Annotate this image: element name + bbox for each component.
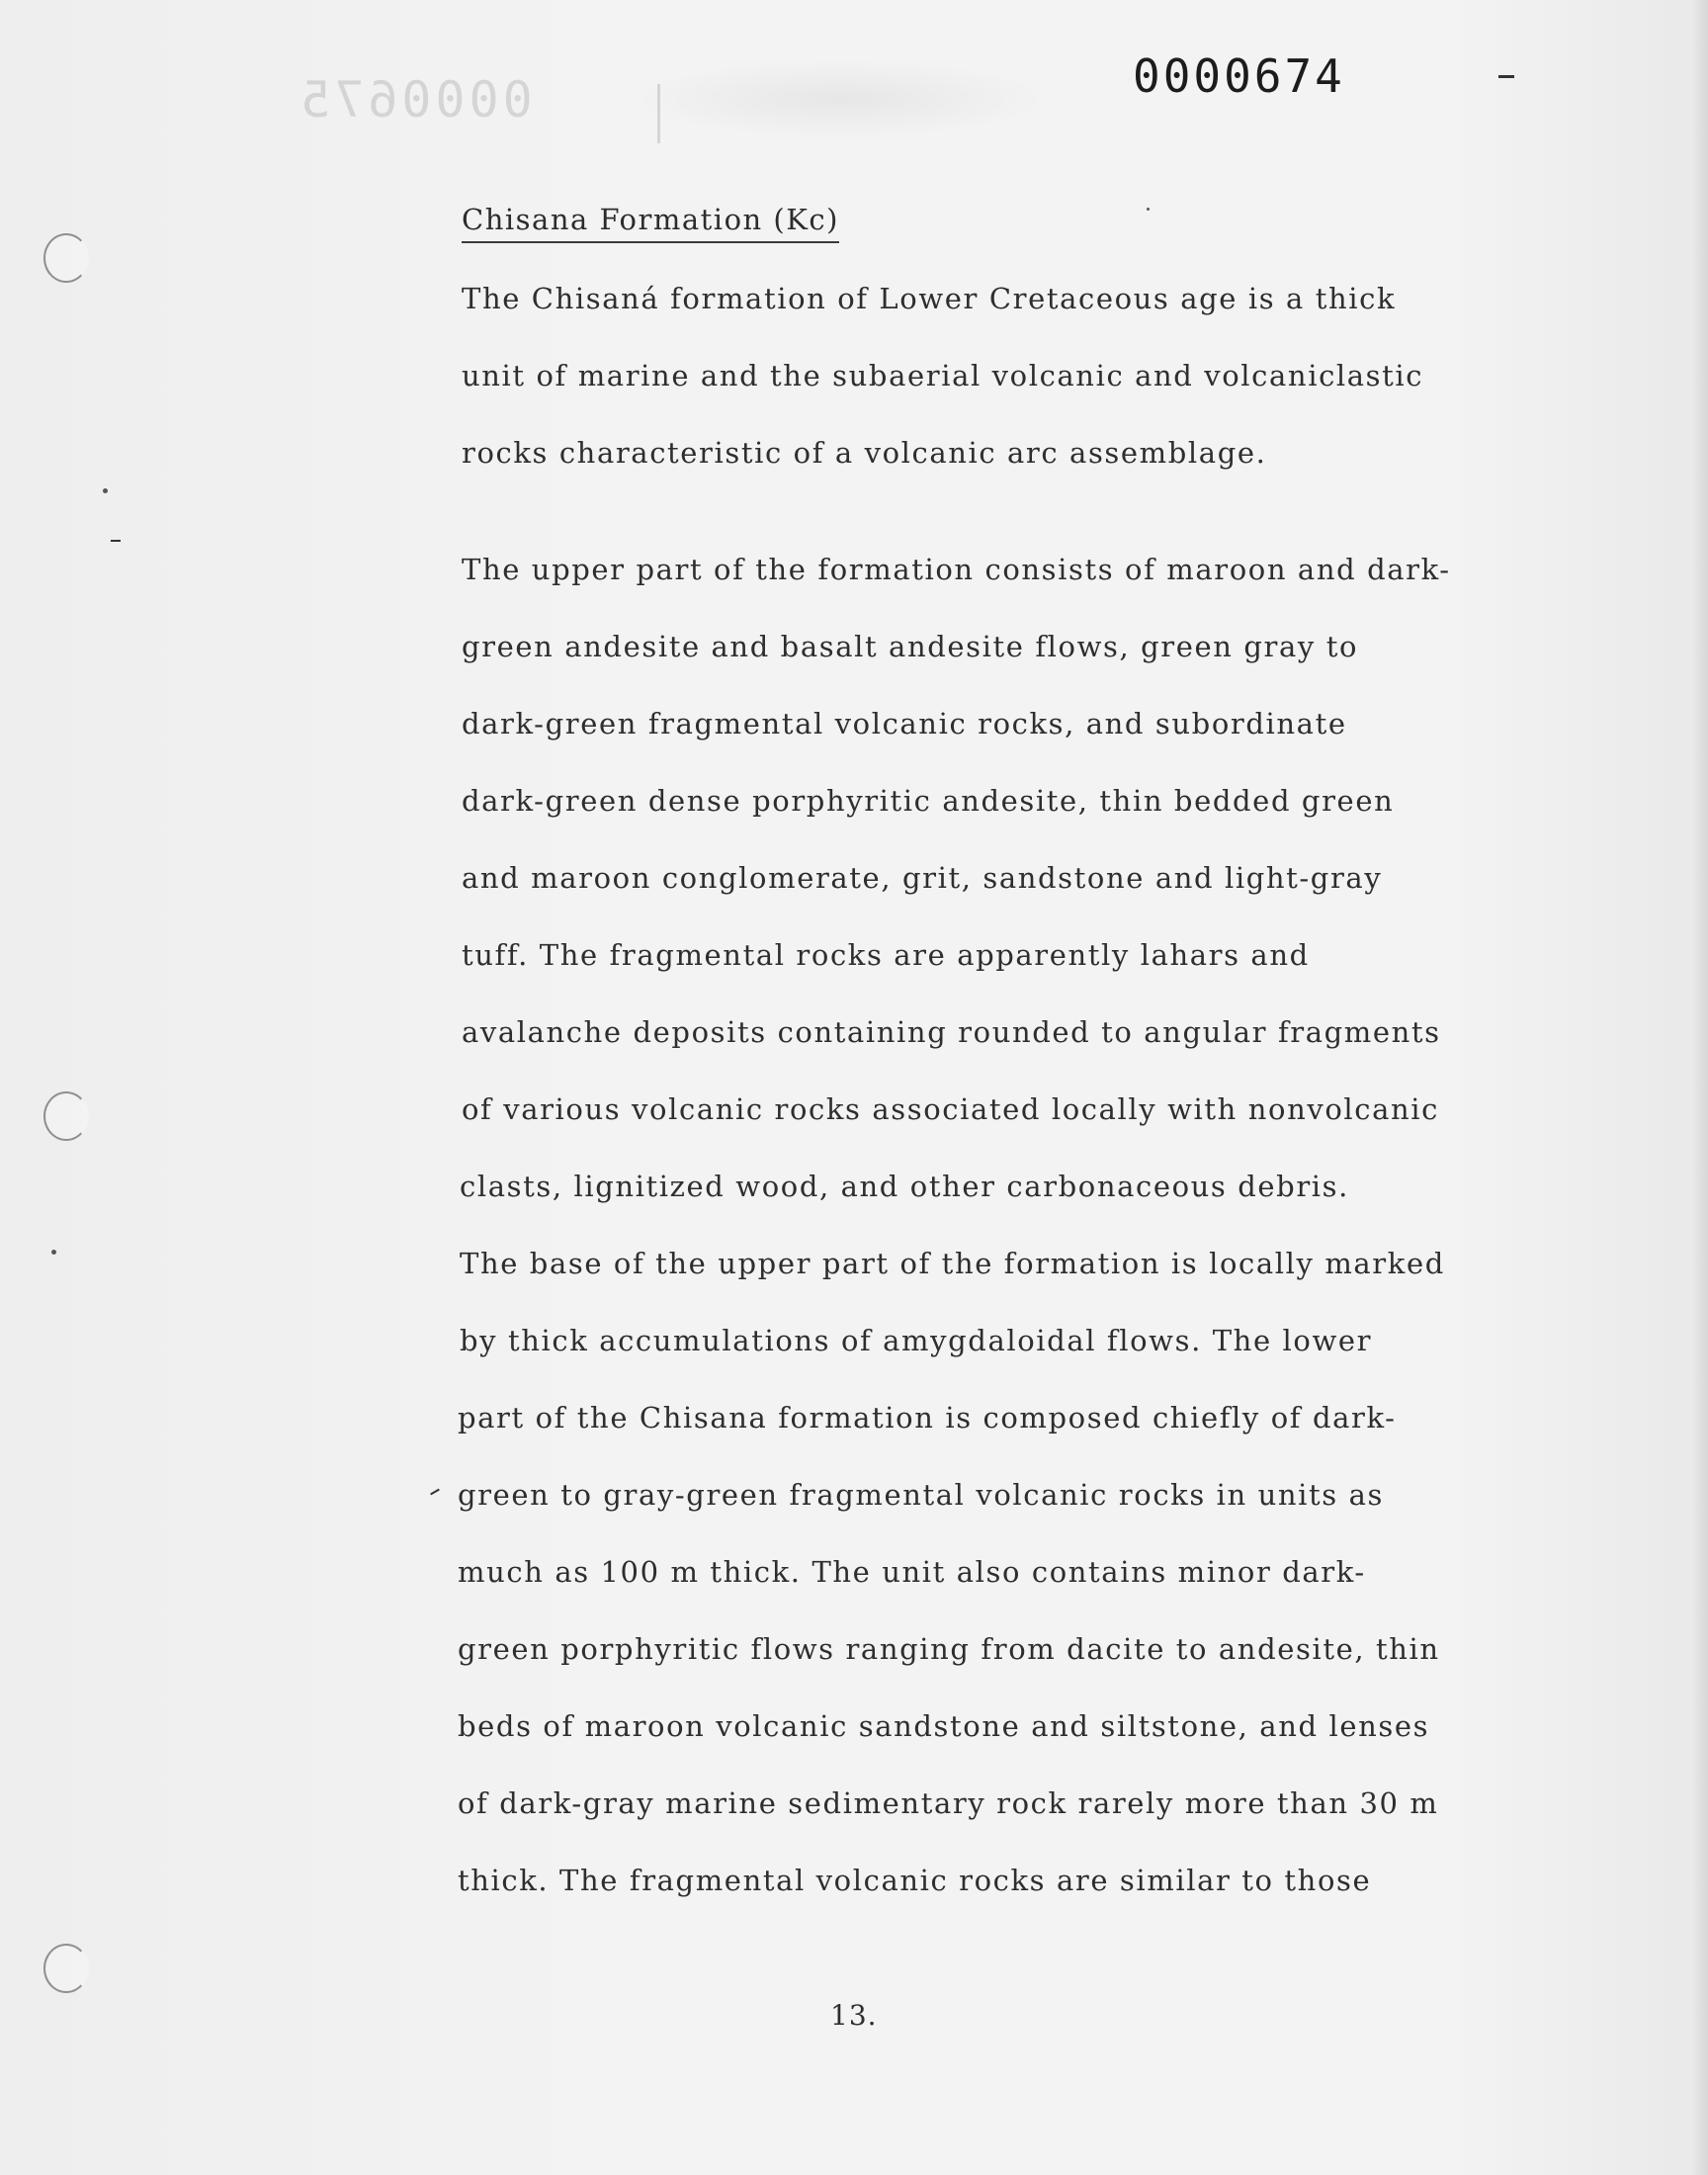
body-line-5: green andesite and basalt andesite flows, green gray to: [462, 630, 1359, 663]
document-control-number: 0000674: [1133, 49, 1345, 103]
bleed-through-stroke: [657, 84, 660, 143]
body-line-19: beds of maroon volcanic sandstone and siltstone, and lenses: [458, 1709, 1430, 1743]
binder-hole-middle: [43, 1091, 89, 1141]
body-line-1: The Chisaná formation of Lower Cretaceous age is a thick: [462, 282, 1397, 315]
body-line-16: green to gray-green fragmental volcanic rocks in units as: [458, 1478, 1384, 1512]
body-line-8: and maroon conglomerate, grit, sandstone and light-gray: [462, 861, 1383, 895]
body-line-12: clasts, lignitized wood, and other carbonaceous debris.: [460, 1170, 1349, 1203]
margin-tick: [430, 1489, 440, 1496]
body-line-21: thick. The fragmental volcanic rocks are similar to those: [458, 1864, 1372, 1897]
page-edge-shadow: [1692, 0, 1708, 2175]
body-line-13: The base of the upper part of the formation is locally marked: [460, 1247, 1445, 1280]
body-line-11: of various volcanic rocks associated locally with nonvolcanic: [462, 1092, 1439, 1126]
body-line-6: dark-green fragmental volcanic rocks, and subordinate: [462, 707, 1347, 740]
bleed-through-number: 0000675: [297, 71, 533, 129]
body-line-7: dark-green dense porphyritic andesite, thin bedded green: [462, 784, 1395, 818]
speck: [1147, 208, 1150, 211]
body-line-2: unit of marine and the subaerial volcanic and volcaniclastic: [462, 359, 1424, 392]
section-heading: Chisana Formation (Kc): [462, 200, 839, 243]
binder-hole-top: [43, 233, 89, 283]
body-line-18: green porphyritic flows ranging from dacite to andesite, thin: [458, 1632, 1440, 1666]
binder-hole-bottom: [43, 1944, 89, 1993]
body-line-4: The upper part of the formation consists of maroon and dark-: [462, 553, 1451, 586]
margin-dash: [111, 540, 121, 542]
body-line-14: by thick accumulations of amygdaloidal flows. The lower: [460, 1324, 1373, 1357]
body-line-15: part of the Chisana formation is composed chiefly of dark-: [458, 1401, 1397, 1435]
body-line-20: of dark-gray marine sedimentary rock rarely more than 30 m: [458, 1786, 1439, 1820]
speck: [103, 488, 108, 493]
body-line-9: tuff. The fragmental rocks are apparently lahars and: [462, 938, 1310, 972]
body-line-3: rocks characteristic of a volcanic arc assemblage.: [462, 436, 1267, 470]
page-number: 13.: [830, 1999, 878, 2032]
body-line-10: avalanche deposits containing rounded to angular fragments: [462, 1015, 1441, 1049]
bleed-through-smudge: [633, 59, 1048, 138]
corner-mark: [1498, 75, 1514, 78]
speck: [51, 1250, 56, 1255]
body-line-17: much as 100 m thick. The unit also contains minor dark-: [458, 1555, 1366, 1589]
